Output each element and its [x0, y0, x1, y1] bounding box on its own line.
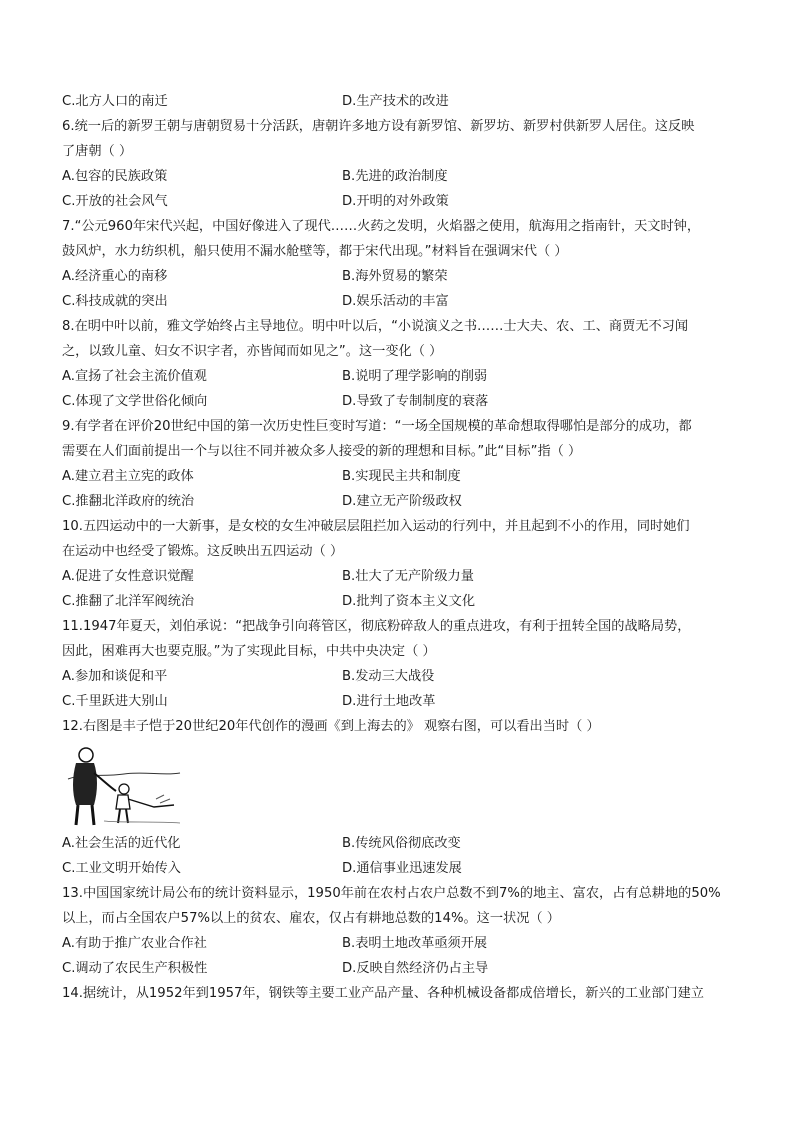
- question-text-line: 7.“公元960年宋代兴起，中国好像进入了现代……火药之发明，火焰器之使用，航海用之指南针，天文时钟，: [62, 219, 701, 234]
- option-left[interactable]: A.参加和谈促和平: [62, 669, 168, 684]
- option-left[interactable]: A.包容的民族政策: [62, 169, 168, 184]
- question-text-line: 鼓风炉，水力纺织机，船只使用不漏水舱壁等，都于宋代出现。”材料旨在强调宋代（ ）: [62, 244, 568, 259]
- option-right[interactable]: D.建立无产阶级政权: [342, 494, 462, 509]
- question-text-line: 10.五四运动中的一大新事，是女校的女生冲破层层阻拦加入运动的行列中，并且起到不小的作用，同时她们: [62, 519, 690, 534]
- option-row: [62, 289, 742, 314]
- option-row: [62, 856, 742, 881]
- question-text-line: 了唐朝（ ）: [62, 144, 133, 159]
- question-block: [62, 414, 742, 514]
- option-row: [62, 164, 742, 189]
- question-block: [62, 714, 742, 881]
- option-right[interactable]: D.反映自然经济仍占主导: [342, 961, 489, 976]
- option-right[interactable]: D.生产技术的改进: [342, 94, 449, 109]
- option-row: [62, 364, 742, 389]
- option-left[interactable]: C.科技成就的突出: [62, 294, 168, 309]
- option-row: [62, 589, 742, 614]
- option-row: [62, 464, 742, 489]
- option-row: [62, 956, 742, 981]
- question-text-line: 因此，困难再大也要克服。”为了实现此目标，中共中央决定（ ）: [62, 644, 436, 659]
- option-left[interactable]: C.开放的社会风气: [62, 194, 168, 209]
- option-row: [62, 89, 742, 114]
- option-right[interactable]: B.说明了理学影响的削弱: [342, 369, 488, 384]
- option-right[interactable]: B.表明土地改革亟须开展: [342, 936, 488, 951]
- option-row: [62, 489, 742, 514]
- question-text-line: 6.统一后的新罗王朝与唐朝贸易十分活跃，唐朝许多地方设有新罗馆、新罗坊、新罗村供新罗人居住。这反映: [62, 119, 695, 134]
- question-text-line: 13.中国国家统计局公布的统计资料显示，1950年前在农村占农户总数不到7%的地主、富农，占有总耕地的50%: [62, 886, 721, 901]
- option-row: [62, 389, 742, 414]
- cartoon-illustration: [64, 743, 184, 829]
- question-text-line: 9.有学者在评价20世纪中国的第一次历史性巨变时写道：“一场全国规模的革命想取得哪怕是部分的成功，都: [62, 419, 692, 434]
- question-text-line: 11.1947年夏天，刘伯承说：“把战争引向蒋管区，彻底粉碎敌人的重点进攻，有利于扭转全国的战略局势，: [62, 619, 691, 634]
- option-right[interactable]: B.实现民主共和制度: [342, 469, 461, 484]
- previous-question-options: [62, 89, 742, 114]
- option-left[interactable]: C.千里跃进大别山: [62, 694, 168, 709]
- option-row: [62, 931, 742, 956]
- option-left[interactable]: C.推翻北洋政府的统治: [62, 494, 195, 509]
- option-left[interactable]: C.工业文明开始传入: [62, 861, 181, 876]
- option-right[interactable]: D.进行土地改革: [342, 694, 436, 709]
- question-text-line: 在运动中也经受了锻炼。这反映出五四运动（ ）: [62, 544, 344, 559]
- question-block: [62, 314, 742, 414]
- option-right[interactable]: D.导致了专制制度的衰落: [342, 394, 489, 409]
- question-block: [62, 114, 742, 214]
- option-right[interactable]: B.传统风俗彻底改变: [342, 836, 461, 851]
- option-right[interactable]: D.批判了资本主义文化: [342, 594, 476, 609]
- option-row: [62, 831, 742, 856]
- option-right[interactable]: D.通信事业迅速发展: [342, 861, 462, 876]
- option-row: [62, 264, 742, 289]
- cartoon-figure: [62, 739, 742, 831]
- question-text-line: 8.在明中叶以前，雅文学始终占主导地位。明中叶以后，“小说演义之书……士大夫、农、工、商贾无不习闻: [62, 319, 689, 334]
- question-block: [62, 881, 742, 981]
- option-right[interactable]: B.海外贸易的繁荣: [342, 269, 448, 284]
- option-left[interactable]: A.有助于推广农业合作社: [62, 936, 207, 951]
- option-right[interactable]: B.发动三大战役: [342, 669, 435, 684]
- question-text-line: 14.据统计，从1952年到1957年，钢铁等主要工业产品产量、各种机械设备都成倍增长，新兴的工业部门建立: [62, 986, 704, 1001]
- option-right[interactable]: B.先进的政治制度: [342, 169, 448, 184]
- option-left[interactable]: C.调动了农民生产积极性: [62, 961, 208, 976]
- question-text-line: 12.右图是丰子恺于20世纪20年代创作的漫画《到上海去的》 观察右图，可以看出当时（ ）: [62, 719, 600, 734]
- option-left[interactable]: A.促进了女性意识觉醒: [62, 569, 194, 584]
- option-right[interactable]: D.开明的对外政策: [342, 194, 449, 209]
- question-text-line: 以上，而占全国农户57%以上的贫农、雇农，仅占有耕地总数的14%。这一状况（ ）: [62, 911, 560, 926]
- option-left[interactable]: C.推翻了北洋军阀统治: [62, 594, 195, 609]
- option-row: [62, 189, 742, 214]
- exam-content: [62, 89, 742, 1006]
- option-left[interactable]: C.北方人口的南迁: [62, 94, 168, 109]
- question-block: [62, 614, 742, 714]
- question-text-line: 需要在人们面前提出一个与以往不同并被众多人接受的新的理想和目标。”此“目标”指（ ）: [62, 444, 582, 459]
- option-row: [62, 689, 742, 714]
- question-block: [62, 514, 742, 614]
- option-row: [62, 564, 742, 589]
- option-left[interactable]: C.体现了文学世俗化倾向: [62, 394, 208, 409]
- option-row: [62, 664, 742, 689]
- option-left[interactable]: A.经济重心的南移: [62, 269, 168, 284]
- question-block: [62, 214, 742, 314]
- option-left[interactable]: A.社会生活的近代化: [62, 836, 181, 851]
- option-right[interactable]: B.壮大了无产阶级力量: [342, 569, 474, 584]
- question-text-line: 之，以致儿童、妇女不识字者，亦皆闻而如见之”。这一变化（ ）: [62, 344, 443, 359]
- option-left[interactable]: A.建立君主立宪的政体: [62, 469, 194, 484]
- option-right[interactable]: D.娱乐活动的丰富: [342, 294, 449, 309]
- question-block: [62, 981, 742, 1006]
- option-left[interactable]: A.宣扬了社会主流价值观: [62, 369, 207, 384]
